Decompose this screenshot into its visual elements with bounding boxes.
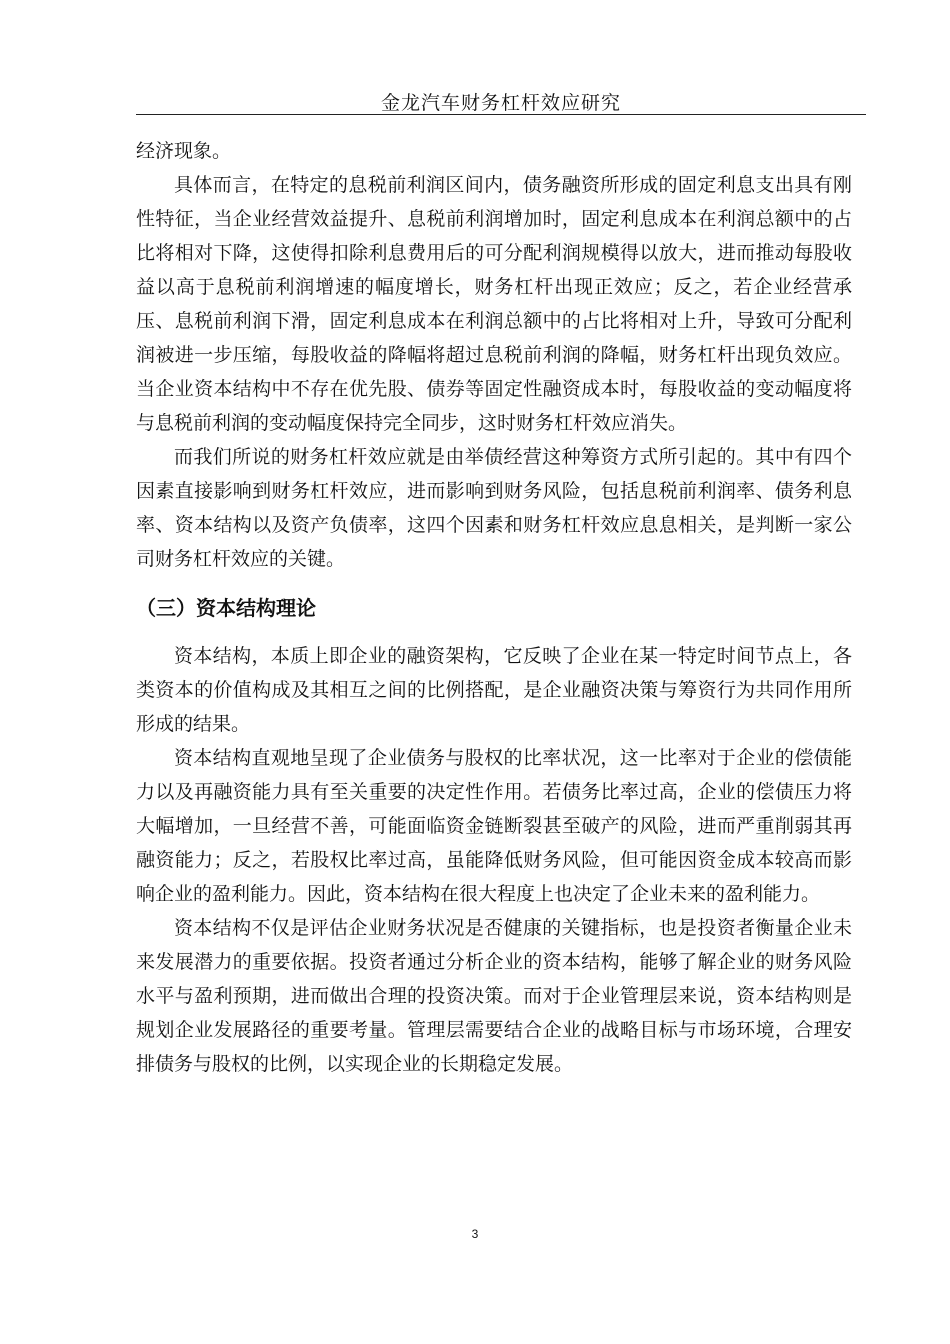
paragraph-leverage-detail: 具体而言，在特定的息税前利润区间内，债务融资所形成的固定利息支出具有刚性特征，当企业经营效益提升、息税前利润增加时，固定利息成本在利润总额中的占比将相对下降，这使得扣除利息费用后的可分配利润规模得以放大，进而推动每股收益以高于息税前利润增速的幅度增长，财务杠杆出现正效应；反之，若企业经营承压、息税前利润下滑，固定利息成本在利润总额中的占比将相对上升，导致可分配利润被进一步压缩，每股收益的降幅将超过息税前利润的降幅，财务杠杆出现负效应。当企业资本结构中不存在优先股、债券等固定性融资成本时，每股收益的变动幅度将与息税前利润的变动幅度保持完全同步，这时财务杠杆效应消失。 <box>136 174 852 434</box>
body-text <box>136 134 852 1081</box>
paragraph-continuation: 经济现象。 <box>136 140 232 162</box>
paragraph-leverage-factors: 而我们所说的财务杠杆效应就是由举债经营这种筹资方式所引起的。其中有四个因素直接影响到财务杠杆效应，进而影响到财务风险，包括息税前利润率、债务利息率、资本结构以及资产负债率，这四个因素和财务杠杆效应息息相关，是判断一家公司财务杠杆效应的关键。 <box>136 446 852 570</box>
header-rule <box>136 114 866 115</box>
paragraph-capital-structure-ratio: 资本结构直观地呈现了企业债务与股权的比率状况，这一比率对于企业的偿债能力以及再融资能力具有至关重要的决定性作用。若债务比率过高，企业的偿债压力将大幅增加，一旦经营不善，可能面临资金链断裂甚至破产的风险，进而严重削弱其再融资能力；反之，若股权比率过高，虽能降低财务风险，但可能因资金成本较高而影响企业的盈利能力。因此，资本结构在很大程度上也决定了企业未来的盈利能力。 <box>136 747 852 905</box>
paragraph-capital-structure-importance: 资本结构不仅是评估企业财务状况是否健康的关键指标，也是投资者衡量企业未来发展潜力的重要依据。投资者通过分析企业的资本结构，能够了解企业的财务风险水平与盈利预期，进而做出合理的投资决策。而对于企业管理层来说，资本结构则是规划企业发展路径的重要考量。管理层需要结合企业的战略目标与市场环境，合理安排债务与股权的比例，以实现企业的长期稳定发展。 <box>136 917 852 1075</box>
section-heading: （三）资本结构理论 <box>136 596 316 620</box>
running-header: 金龙汽车财务杠杆效应研究 <box>380 92 621 114</box>
paragraph-capital-structure-definition: 资本结构，本质上即企业的融资架构，它反映了企业在某一特定时间节点上，各类资本的价值构成及其相互之间的比例搭配，是企业融资决策与筹资行为共同作用所形成的结果。 <box>136 645 852 735</box>
page-number: 3 <box>471 1227 479 1241</box>
